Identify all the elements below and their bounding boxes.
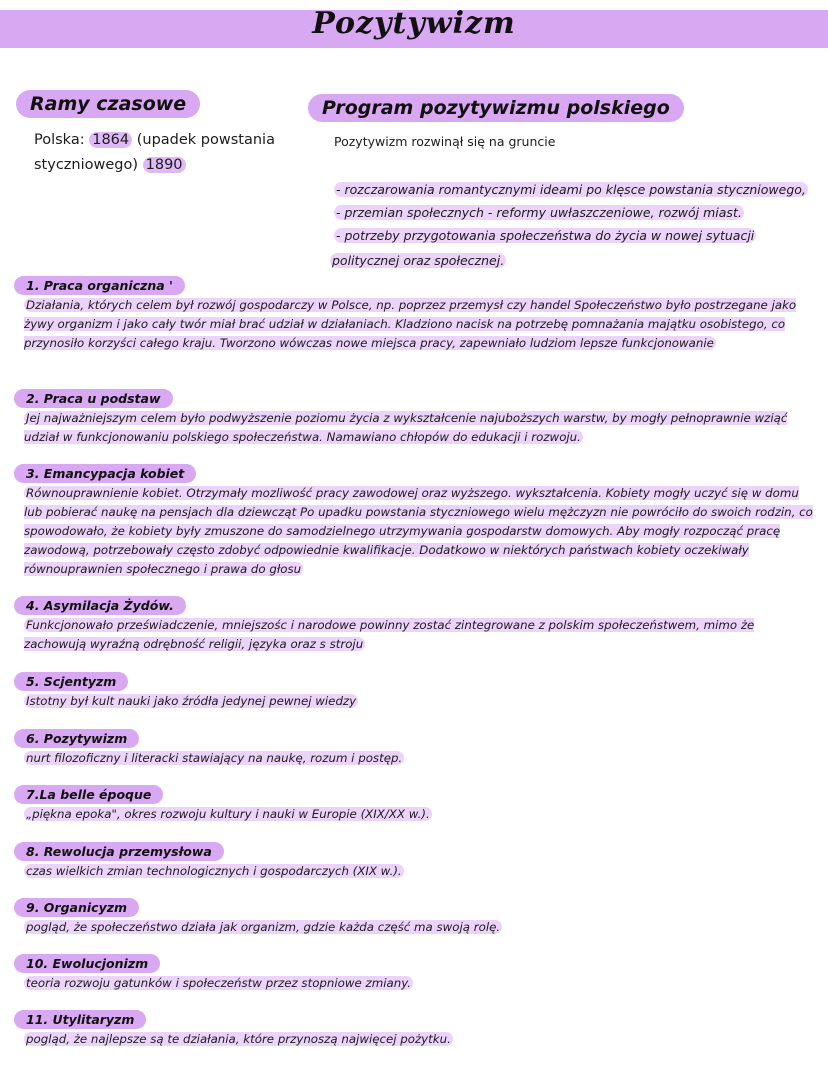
page-title: Pozytywizm	[312, 6, 516, 41]
section-title: 1. Praca organiczna '	[14, 276, 185, 295]
section-text: pogląd, że najlepsze są te działania, które przynoszą najwięcej pożytku.	[26, 1032, 451, 1046]
ramy-middle: (upadek powstania styczniowego)	[34, 132, 275, 173]
ramy-end-year: 1890	[143, 157, 186, 173]
section-title: 10. Ewolucjonizm	[14, 954, 160, 973]
program-heading: Program pozytywizmu polskiego	[308, 94, 684, 122]
section-title: 11. Utylitaryzm	[14, 1010, 146, 1029]
section-title: 7.La belle époque	[14, 785, 163, 804]
section-text: Istotny był kult nauki jako źródła jedynej pewnej wiedzy	[26, 694, 357, 708]
ramy-start-year: 1864	[89, 132, 132, 148]
section-title: 2. Praca u podstaw	[14, 389, 173, 408]
section-text: Równouprawnienie kobiet. Otrzymały mozliwość pracy zawodowej oraz wyższego. wykształcenia. Kobiety mogły uczyć się w domu lub pobierać naukę na pensjach dla dziewcząt Po upadku powstania styczniowego wielu mężczyzn nie powróciło do swoich rodzin, co spowodowało, że kobiety były zmuszone do samodzielnego utrzymywania gospodarstw domowych. Aby mogły rozpocząć pracę zawodową, potrzebowały często zdobyć odpowiednie kwalifikacje. Dodatkowo w niektórych państwach kobiety oczekiwały równouprawnien społecznego i prawa do głosu	[24, 486, 813, 576]
program-bullet: - potrzeby przygotowania społeczeństwa do życia w nowej sytuacji	[336, 228, 755, 243]
ramy-text	[34, 128, 289, 178]
section-title: 4. Asymilacja Żydów.	[14, 596, 186, 615]
section-text: „piękna epoka", okres rozwoju kultury i nauki w Europie (XIX/XX w.).	[26, 807, 430, 821]
section-text: Jej najważniejszym celem było podwyższenie poziomu życia z wykształcenie najuboższych warstw, by mogły pełnoprawnie wziąć udział w funkcjonowaniu polskiego społeczeństwa. Namawiano chłopów do edukacji i rozwoju.	[24, 411, 788, 444]
section-text: Funkcjonowało przeświadczenie, mniejszośc i narodowe powinny zostać zintegrowane z polskim społeczeństwem, mimo że zachowują wyraźną odrębność religii, języka oraz s stroju	[24, 618, 755, 651]
section-title: 6. Pozytywizm	[14, 729, 139, 748]
section-title: 9. Organicyzm	[14, 898, 139, 917]
ramy-heading: Ramy czasowe	[16, 90, 200, 118]
section-title: 8. Rewolucja przemysłowa	[14, 842, 224, 861]
section-text: czas wielkich zmian technologicznych i gospodarczych (XIX w.).	[26, 864, 402, 878]
section-text: Działania, których celem był rozwój gospodarczy w Polsce, np. poprzez przemysł czy handel Społeczeństwo było postrzegane jako żywy organizm i jako cały twór miał brać udział w działaniach. Kladziono nacisk na potrzebę pomnażania majątku osobistego, co przynosiło korzyści całego kraju. Tworzono wówczas nowe miejsca pracy, zapewniało ludziom lepsze funkcjonowanie	[24, 298, 797, 350]
program-bullet: politycznej oraz społecznej.	[332, 253, 505, 268]
section-text: pogląd, że społeczeństwo działa jak organizm, gdzie każda część ma swoją rolę.	[26, 920, 501, 934]
section-title: 3. Emancypacja kobiet	[14, 464, 196, 483]
program-intro: Pozytywizm rozwinął się na gruncie	[334, 134, 556, 149]
section-title: 5. Scjentyzm	[14, 672, 128, 691]
section-text: nurt filozoficzny i literacki stawiający na naukę, rozum i postęp.	[26, 751, 403, 765]
section-text: teoria rozwoju gatunków i społeczeństw przez stopniowe zmiany.	[26, 976, 412, 990]
ramy-prefix: Polska:	[34, 132, 90, 148]
program-bullet: - przemian społecznych - reformy uwłaszczeniowe, rozwój miast.	[336, 205, 742, 220]
program-bullet: - rozczarowania romantycznymi ideami po klęsce powstania styczniowego,	[336, 182, 806, 197]
